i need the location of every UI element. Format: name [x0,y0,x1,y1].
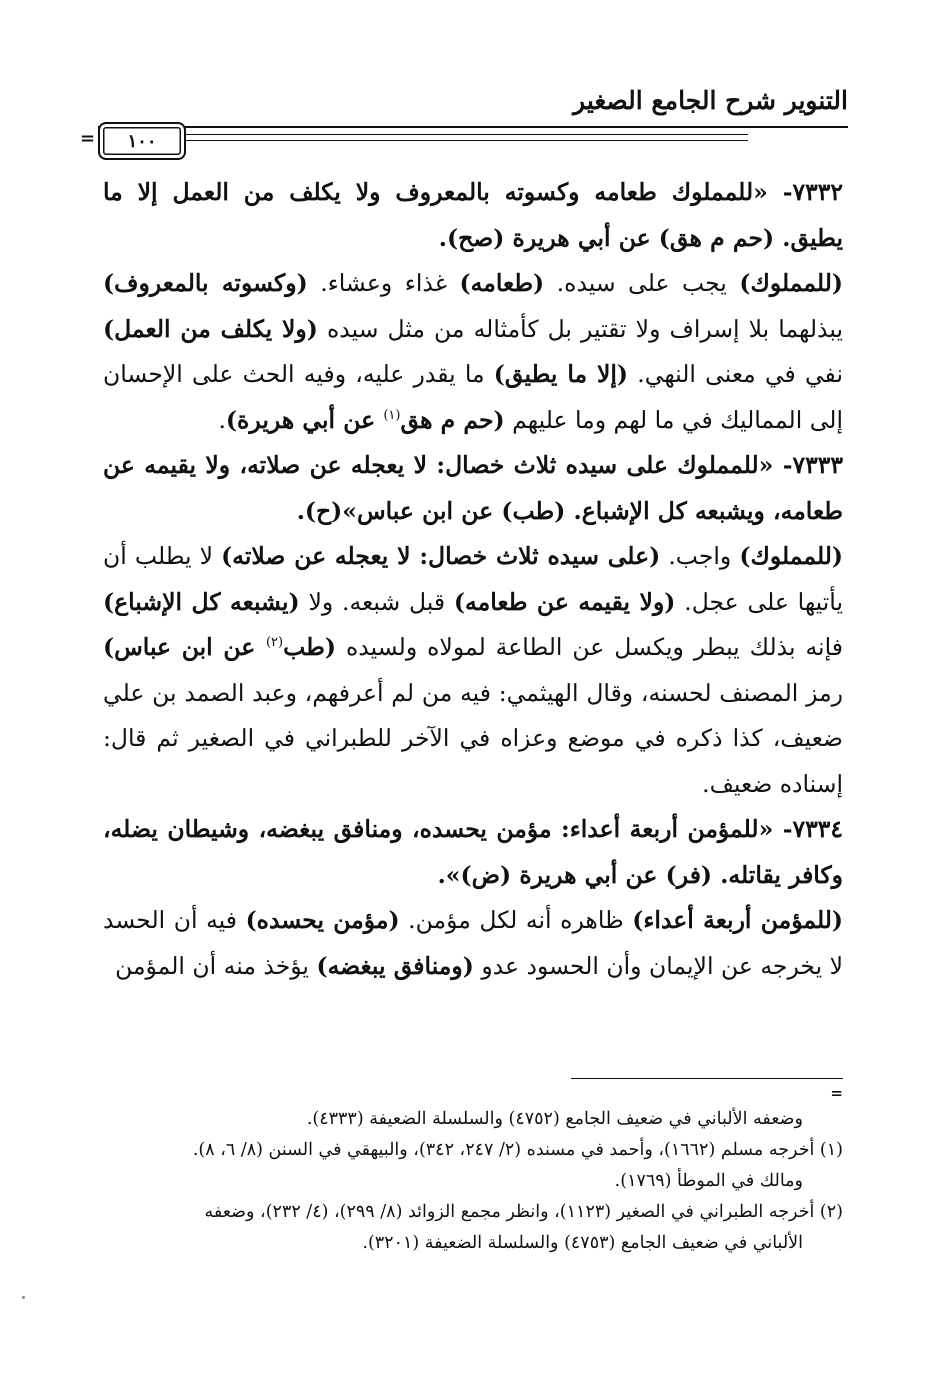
lemma: (للمؤمن أربعة أعداء) [632,906,843,934]
hadith-number: ٧٣٣٢- [782,178,843,206]
footnote-2-cont: الألباني في ضعيف الجامع (٤٧٥٣) والسلسلة الضعيفة (٣٢٠١). [362,1233,803,1253]
lemma: (مؤمن يحسده) [245,906,400,934]
footnote-continuation-mark: = [830,1084,843,1102]
hadith-7334 [103,807,843,898]
header-rule [98,126,848,128]
lemma: (طعامه) [459,269,545,297]
lemma: (للمملوك) [739,269,843,297]
lemma: (للمملوك) [739,542,843,570]
footnotes [103,1104,843,1259]
lemma: (وكسوته بالمعروف) [103,269,308,297]
lemma: (حم م هق [400,405,505,434]
hadith-7333 [103,443,843,534]
commentary-7332 [103,261,843,443]
commentary-7333 [103,534,843,807]
footnote-continuation: وضعفه الألباني في ضعيف الجامع (٤٧٥٢) والسلسلة الضعيفة (٤٣٣٣). [306,1109,803,1129]
footnote-2: (٢) أخرجه الطبراني في الصغير (١١٢٣)، وانظر مجمع الزوائد (٨/ ٢٩٩)، (٤/ ٢٣٢)، وضعفه [204,1202,843,1222]
footnote-1: (١) أخرجه مسلم (١٦٦٢)، وأحمد في مسنده (٢/ ٢٤٧، ٣٤٢)، والبيهقي في السنن (٨/ ٦، ٨). [192,1140,843,1160]
lemma: (على سيده ثلاث خصال: لا يعجله عن صلاته) [221,542,661,570]
page-number: ١٠٠ [98,122,186,160]
footnote-separator [571,1078,843,1079]
lemma: (ومنافق يبغضه) [316,951,474,980]
gloss: . [218,405,226,434]
lemma: (يشبعه كل الإشباع) [103,587,300,616]
commentary-7334 [103,898,843,989]
gloss: يجب على سيده. [544,269,740,297]
lemma: (ولا يكلف من العمل) [103,314,318,343]
gloss: ظاهره أنه لكل مؤمن. [399,906,633,934]
lemma: (طب [283,633,336,661]
book-title: التنوير شرح الجامع الصغير [573,86,848,115]
footnote-ref-1[interactable]: (١) [383,407,401,423]
header-mark: = [80,128,96,149]
lemma: (ولا يقيمه عن طعامه) [453,587,676,616]
gloss: يؤخذ منه أن المؤمن [115,951,317,980]
gloss: رمز المصنف لحسنه، وقال الهيثمي: فيه من لم أعرفهم، وعبد الصمد بن علي ضعيف، كذا ذكره في موضع وعزاه في الآخر للطبراني في الصغير ثم قال: إسناده ضعيف. [103,678,843,798]
hadith-7332 [103,170,843,261]
gloss: نفي في معنى النهي. [628,360,843,388]
gloss: ما يقدر عليه، وفيه الحث على الإحسان إلى المماليك في ما لهم وما عليهم [103,360,843,434]
page-header [80,78,848,158]
hadith-number: ٧٣٣٤- [782,815,843,843]
gloss: قبل شبعه. ولا [299,587,454,616]
gloss: فإنه بذلك يبطر ويكسل عن الطاعة لمولاه ولسيده [336,633,843,661]
gloss: لا يطلب أن يأتيها على عجل. [103,542,843,616]
hadith-text: «للمملوك طعامه وكسوته بالمعروف ولا يكلف من العمل إلا ما يطيق. (حم م هق) عن أبي هريرة (صح). [103,178,843,252]
gloss: غذاء وعشاء. [307,269,460,297]
footnote-1-cont: ومالك في الموطأ (١٧٦٩). [614,1171,803,1191]
scan-speck [22,1296,25,1299]
lemma: عن أبي هريرة) [225,405,384,434]
gloss: يبذلهما بلا إسراف ولا تقتير بل كأمثاله من مثل سيده [317,314,843,343]
footnote-ref-2[interactable]: (٢) [265,635,284,651]
lemma: (إلا ما يطيق) [493,360,629,388]
header-double-rule [98,134,748,141]
hadith-text: «للمملوك على سيده ثلاث خصال: لا يعجله عن صلاته، ولا يقيمه عن طعامه، ويشبعه كل الإشباع. (طب) عن ابن عباس»(ح). [103,451,843,525]
main-text [103,170,843,989]
lemma: عن ابن عباس) [103,633,266,661]
hadith-number: ٧٣٣٣- [782,451,843,479]
hadith-text: «للمؤمن أربعة أعداء: مؤمن يحسده، ومنافق يبغضه، وشيطان يضله، وكافر يقاتله. (فر) عن أبي هريرة (ض)». [103,815,843,889]
gloss: فيه أن الحسد لا يخرجه عن الإيمان وأن الحسود عدو [103,906,843,980]
gloss: واجب. [660,542,740,570]
